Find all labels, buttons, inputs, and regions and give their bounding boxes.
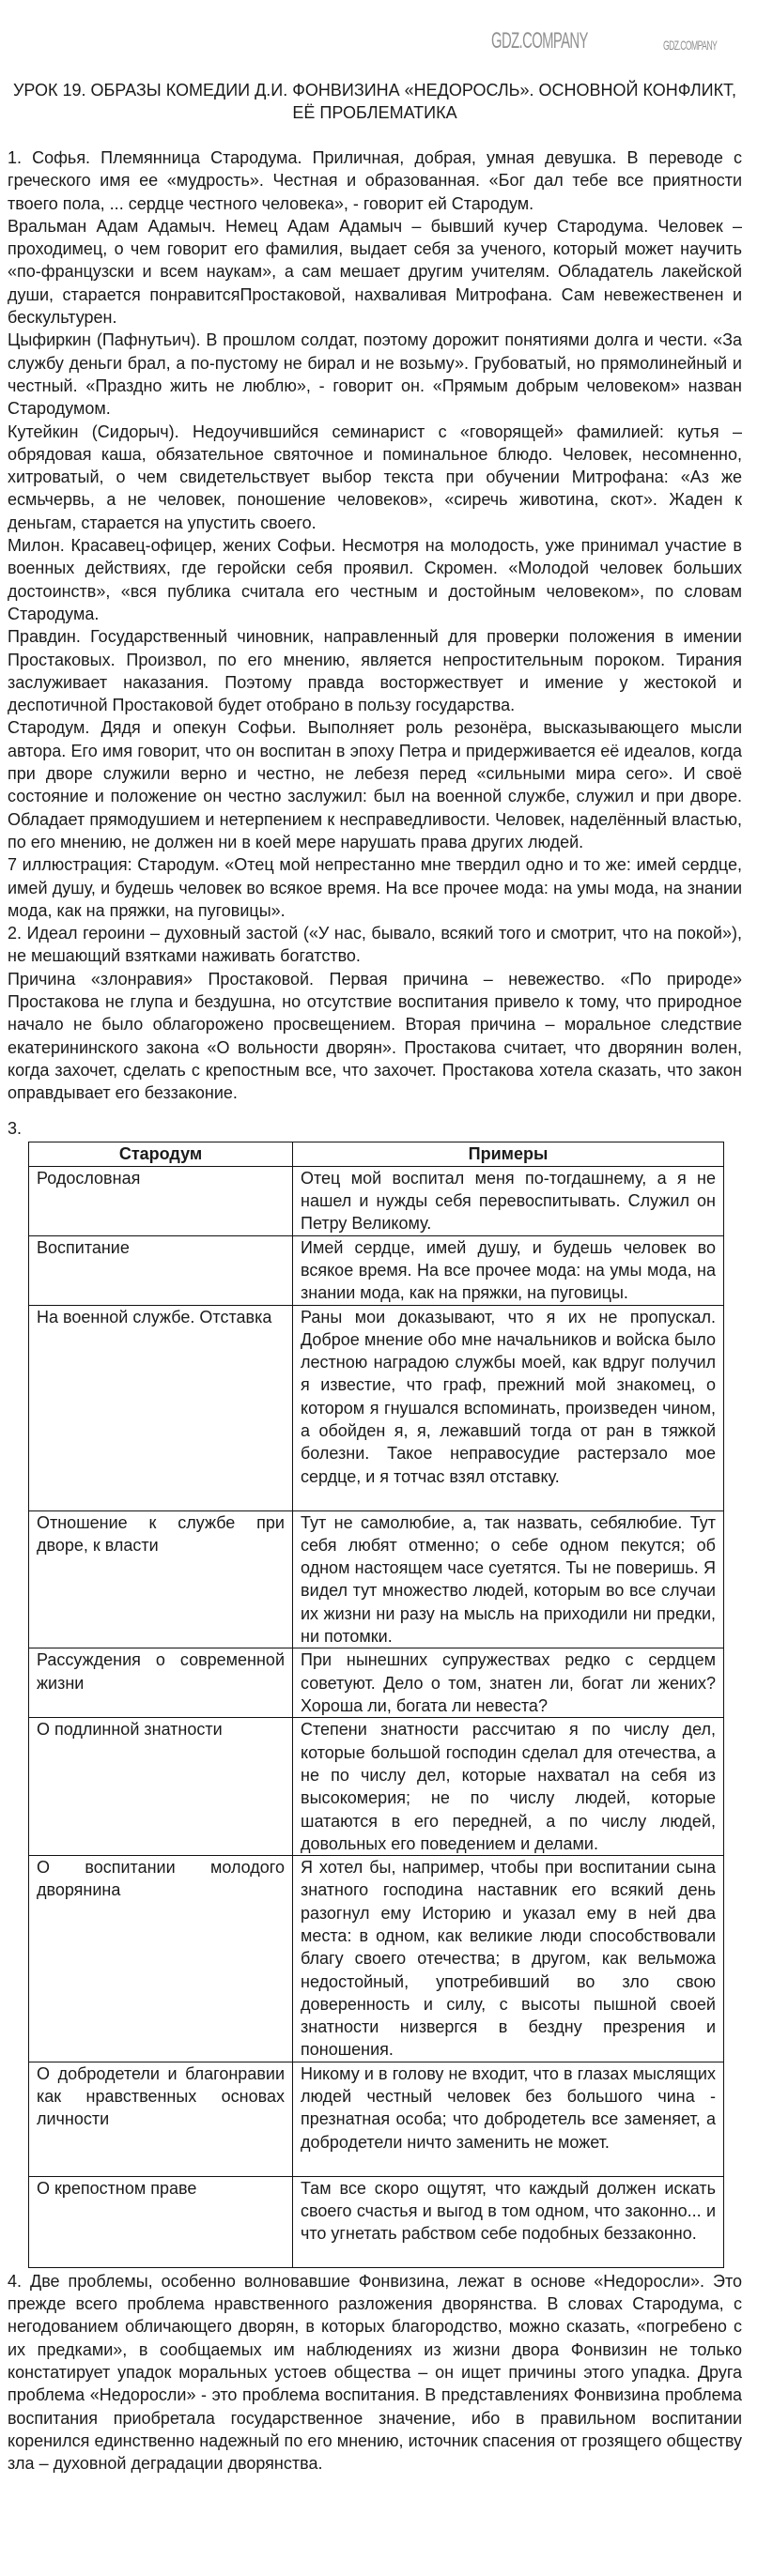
- table-row: [29, 1510, 724, 1648]
- table-cell-topic: Родословная: [29, 1166, 293, 1235]
- table-cell-topic: Воспитание: [29, 1235, 293, 1305]
- table-cell-example: Степени знатности рассчитаю я по числу дел, которые большой господин сделал для отечества, а не по числу дел, которые нахватал на себя из высокомерия; не по числу людей, которые шатаются в его передней, а по числу людей, довольных его поведением и делами.: [293, 1718, 724, 1856]
- final-section: [8, 2270, 742, 2476]
- table-cell-example: Там все скоро ощутят, что каждый должен искать своего счастья и выгод в том одном, что законно... и что угнетать рабством себе подобных беззаконно.: [293, 2176, 724, 2267]
- table-cell-topic: О крепостном праве: [29, 2176, 293, 2267]
- paragraph-answer-2: 2. Идеал героини – духовный застой («У нас, бывало, всякий того и смотрит, что на покой»), не мешающий взятками наживать богатство.: [8, 924, 742, 966]
- table-cell-example: Имей сердце, имей душу, и будешь человек во всякое время. На все прочее мода: на умы мода, на знании мода, как на пряжки, на пуговицы.: [293, 1235, 724, 1305]
- table-row: [29, 1305, 724, 1510]
- watermark: GDZ.COMPANY: [491, 28, 588, 54]
- watermark: GDZ.COMPANY: [663, 38, 718, 53]
- body-text: [8, 146, 742, 1104]
- table-row: [29, 2176, 724, 2267]
- table-cell-example: Я хотел бы, например, чтобы при воспитании сына знатного господина наставник его всякий день разогнул ему Историю и указал ему в ней два места: в одном, как великие люди способствовали благу своего отечества; в другом, как вельможа недостойный, употребивший во зло свою доверенность и силу, с высоты пышной своей знатности низвергся в бездну презрения и поношения.: [293, 1856, 724, 2062]
- paragraph-illustration: 7 иллюстрация: Стародум. «Отец мой непрестанно мне твердил одно и то же: имей сердце, имей душу, и будешь человек во всякое время. На все прочее мода: на умы мода, на знании мода, как на пряжки, на пуговицы».: [8, 855, 742, 920]
- table-cell-example: Отец мой воспитал меня по-тогдашнему, а я не нашел и нужды себя перевоспитывать. Служил он Петру Великому.: [293, 1166, 724, 1235]
- table-row: [29, 1718, 724, 1856]
- table-row: [29, 1648, 724, 1718]
- table-row: [29, 2062, 724, 2176]
- table-cell-example: При нынешних супружествах редко с сердцем советуют. Дело о том, знатен ли, богат ли жених? Хороша ли, богата ли невеста?: [293, 1648, 724, 1718]
- paragraph-pravdin: Правдин. Государственный чиновник, направленный для проверки положения в имении Простаковых. Произвол, по его мнению, является непростительным пороком. Тирания заслуживает наказания. Поэтому правда восторжествует и имение у жестокой и деспотичной Простаковой будет отобрано в пользу государства.: [8, 627, 742, 715]
- section-3-label: 3.: [8, 1119, 23, 1139]
- paragraph-starodum: Стародум. Дядя и опекун Софьи. Выполняет роль резонёра, высказывающего мысли автора. Его имя говорит, что он воспитан в эпоху Петра и придерживается её идеалов, когда при дворе служили верно и честно, не лебезя перед «сильными мира сего». И своё состояние и положение он честно заслужил: был на военной службе, служил и при дворе. Обладает прямодушием и нетерпением к несправедливости. Человек, наделённый властью, по его мнению, не должен ни в коей мере нарушать права других людей.: [8, 718, 742, 851]
- table-cell-example: Никому и в голову не входит, что в глазах мыслящих людей честный человек без большого чина - презнатная особа; что добродетель все заменяет, а добродетели ничто заменить не может.: [293, 2062, 724, 2176]
- paragraph-vralman: Вральман Адам Адамыч. Немец Адам Адамыч – бывший кучер Стародума. Человек – проходимец, о чем говорит его фамилия, выдает себя за ученого, который может научить «по-французски и всем наукам», а сам мешает другим учителям. Обладатель лакейской души, старается понравитсяПростаковой, нахваливая Митрофана. Сам невежественен и бескультурен.: [8, 216, 742, 328]
- paragraph-answer-4: 4. Две проблемы, особенно волновавшие Фонвизина, лежат в основе «Недоросли». Это прежде всего проблема нравственного разложения дворянства. В словах Стародума, с негодованием обличающего дворян, в которых благородство, можно сказать, «погребено с их предками», в сообщаемых им наблюдениях из жизни двора Фонвизин не только констатирует упадок моральных устоев общества – он ищет причины этого упадка. Друга проблема «Недоросли» - это проблема воспитания. В представлениях Фонвизина проблема воспитания приобретала государственное значение, ибо в правильном воспитании коренился единственно надежный по его мнению, источник спасения от грозящего обществу зла – духовной деградации дворянства.: [8, 2271, 742, 2474]
- table-cell-example: Раны мои доказывают, что я их не пропускал. Доброе мнение обо мне начальников и войска было лестною наградою службы моей, как вдруг получил я известие, что граф, прежний мой знакомец, о котором я гнушался вспоминать, произведен чином, а обойден я, я, лежавший тогда от ран в тяжкой болезни. Такое неправосудие растерзало мое сердце, и я тотчас взял отставку.: [293, 1305, 724, 1510]
- table-header-row: [29, 1142, 724, 1166]
- table-cell-topic: На военной службе. Отставка: [29, 1305, 293, 1510]
- table-row: [29, 1166, 724, 1235]
- table-cell-topic: О воспитании молодого дворянина: [29, 1856, 293, 2062]
- starodum-table: [28, 1142, 724, 2267]
- table-cell-topic: Отношение к службе при дворе, к власти: [29, 1510, 293, 1648]
- table-cell-topic: О добродетели и благонравии как нравственных основах личности: [29, 2062, 293, 2176]
- paragraph-prostakova: Причина «злонравия» Простаковой. Первая причина – невежество. «По природе» Простакова не глупа и бездушна, но отсутствие воспитания привело к тому, что природное начало не было облагорожено просвещением. Вторая причина – моральное следствие екатерининского закона «О вольности дворян». Простакова считает, что дворянин волен, когда захочет, сделать с крепостным все, что захочет. Простакова хотела сказать, что закон оправдывает его беззаконие.: [8, 969, 742, 1103]
- table-cell-topic: Рассуждения о современной жизни: [29, 1648, 293, 1718]
- column-header-examples: Примеры: [293, 1142, 724, 1166]
- paragraph-tsyfirkin: Цыфиркин (Пафнутьич). В прошлом солдат, поэтому дорожит понятиями долга и чести. «За службу деньги брал, а по-пустому не бирал и не возьму». Грубоватый, но прямолинейный и честный. «Праздно жить не люблю», - говорит он. «Прямым добрым человеком» назван Стародумом.: [8, 330, 742, 419]
- column-header-starodum: Стародум: [29, 1142, 293, 1166]
- paragraph-milon: Милон. Красавец-офицер, жених Софьи. Несмотря на молодость, уже принимал участие в военных действиях, где геройски себя проявил. Скромен. «Молодой человек больших достоинств», «вся публика считала его честным и достойным человеком», по словам Стародума.: [8, 536, 742, 623]
- paragraph-sofya: 1. Софья. Племянница Стародума. Приличная, добрая, умная девушка. В переводе с греческого имя ее «мудрость». Честная и образованная. «Бог дал тебе все приятности твоего пола, ... сердце честного человека», - говорит ей Стародум.: [8, 148, 742, 213]
- table-row: [29, 1856, 724, 2062]
- table-cell-example: Тут не самолюбие, а, так назвать, себялюбие. Тут себя любят отменно; о себе одном пекутся; об одном настоящем часе суетятся. Ты не поверишь. Я видел тут множество людей, которым во все случаи их жизни ни разу на мысль на приходили ни предки, ни потомки.: [293, 1510, 724, 1648]
- page-title: УРОК 19. ОБРАЗЫ КОМЕДИИ Д.И. ФОНВИЗИНА «НЕДОРОСЛЬ». ОСНОВНОЙ КОНФЛИКТ, ЕЁ ПРОБЛЕМАТИКА: [12, 81, 737, 122]
- table-row: [29, 1235, 724, 1305]
- paragraph-kuteikin: Кутейкин (Сидорыч). Недоучившийся семинарист с «говорящей» фамилией: кутья – обрядовая каша, обязательное святочное и поминальное блюдо. Человек, несомненно, хитроватый, о чем свидетельствует выбор текста при обучении Митрофана: «Аз же есмьчервь, а не человек, поношение человеков», «сиречь животина, скот». Жаден к деньгам, старается на упустить своего.: [8, 422, 742, 532]
- table-cell-topic: О подлинной знатности: [29, 1718, 293, 1856]
